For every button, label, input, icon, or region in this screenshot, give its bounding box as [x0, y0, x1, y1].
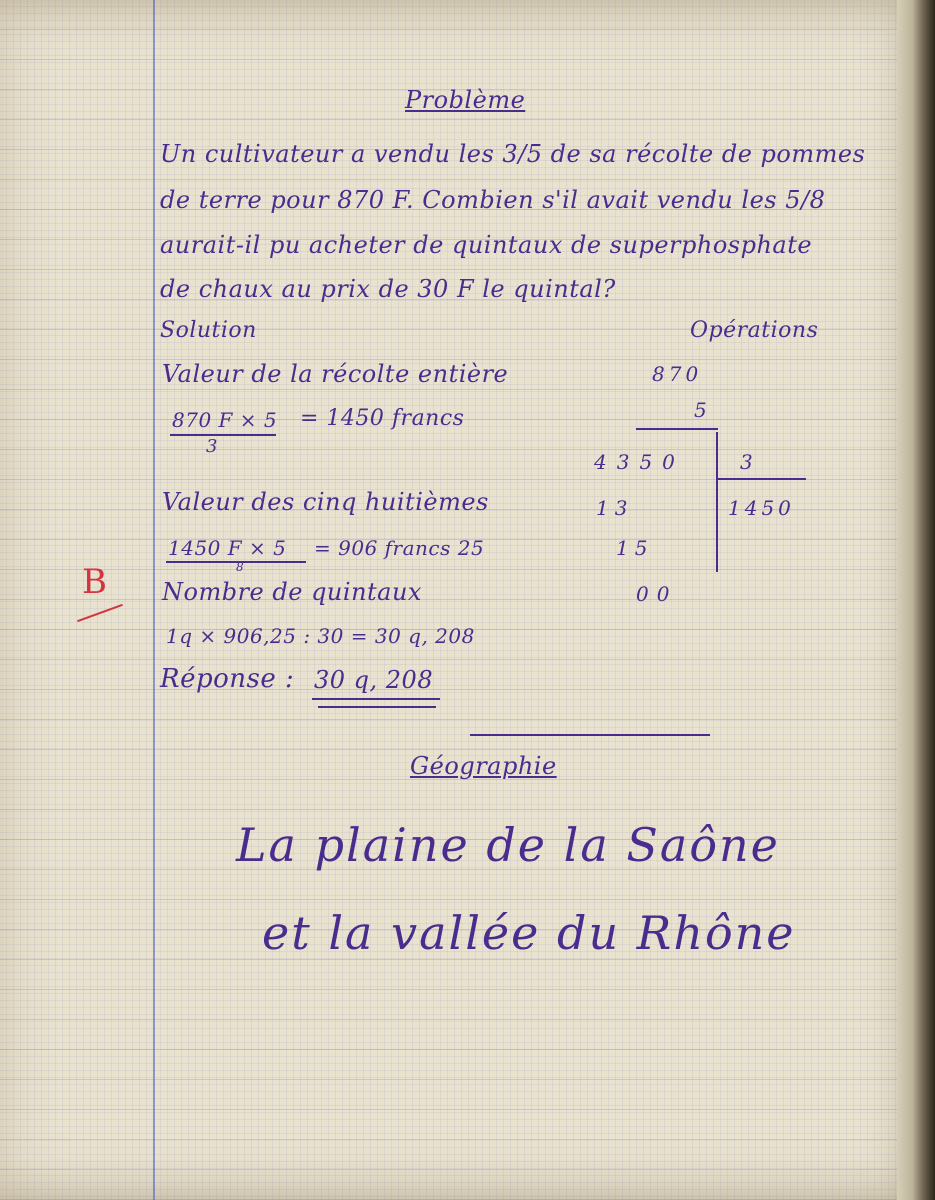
- answer-underline-1: [312, 698, 440, 700]
- step2-denominator: 8: [236, 560, 245, 574]
- answer-label: Réponse :: [160, 664, 295, 694]
- geography-heading: Géographie: [410, 752, 557, 780]
- step1-fraction-bar: [170, 434, 276, 436]
- answer-value: 30 q, 208: [314, 666, 434, 694]
- notebook-binding: [897, 0, 935, 1200]
- step1-label: Valeur de la récolte entière: [162, 360, 509, 388]
- op-quotient: 1450: [728, 496, 795, 520]
- geography-title-line-1: La plaine de la Saône: [236, 818, 780, 872]
- op-remainder-3: 00: [636, 582, 678, 606]
- step1-denominator: 3: [206, 436, 218, 457]
- answer-underline-2: [318, 706, 436, 708]
- op-remainder-1: 13: [596, 496, 634, 520]
- step2-label: Valeur des cinq huitièmes: [162, 488, 489, 516]
- operations-heading: Opérations: [690, 318, 819, 343]
- step1-result: = 1450 francs: [300, 406, 465, 431]
- op-multiplier: 5: [694, 398, 708, 422]
- geography-title-line-2: et la vallée du Rhône: [262, 906, 796, 960]
- step3-calc: 1q × 906,25 : 30 = 30 q, 208: [166, 624, 475, 648]
- op-multiplicand: 870: [652, 362, 703, 386]
- grade-mark: B: [82, 562, 107, 602]
- step1-calc: 870 F × 5: [172, 408, 278, 432]
- solution-heading: Solution: [160, 318, 257, 343]
- op-divisor: 3: [740, 450, 754, 474]
- op-multiplication-bar: [636, 428, 718, 430]
- problem-line-4: de chaux au prix de 30 F le quintal?: [160, 275, 616, 303]
- op-division-bar: [718, 478, 806, 480]
- problem-title: Problème: [405, 86, 526, 114]
- margin-line: [153, 0, 155, 1200]
- section-separator: [470, 734, 710, 736]
- step2-result: = 906 francs 25: [314, 536, 485, 560]
- step3-label: Nombre de quintaux: [162, 578, 422, 606]
- problem-line-1: Un cultivateur a vendu les 3/5 de sa récolte de pommes: [160, 140, 866, 168]
- step2-calc: 1450 F × 5: [168, 536, 287, 560]
- problem-line-2: de terre pour 870 F. Combien s'il avait vendu les 5/8: [160, 186, 826, 214]
- problem-line-3: aurait-il pu acheter de quintaux de superphosphate: [160, 231, 813, 259]
- op-dividend: 4350: [594, 450, 685, 474]
- op-remainder-2: 15: [616, 536, 654, 560]
- op-division-vertical: [716, 432, 718, 572]
